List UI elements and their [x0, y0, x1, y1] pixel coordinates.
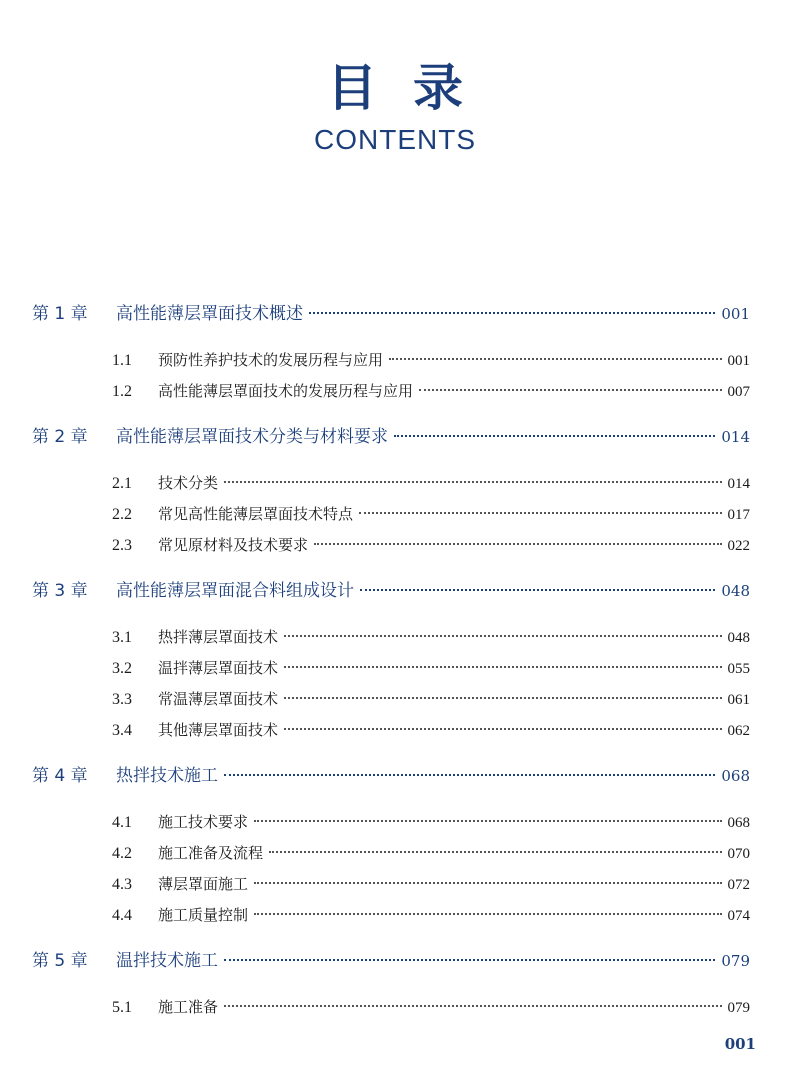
section-number: 3.4	[112, 722, 132, 739]
section-entry[interactable]	[112, 840, 750, 866]
dot-leader	[314, 543, 721, 545]
section-title: 施工质量控制	[158, 906, 249, 924]
section-title: 常温薄层罩面技术	[158, 690, 279, 708]
dot-leader	[389, 358, 721, 360]
chapter-page: 001	[721, 305, 750, 323]
chapter-number: 第 3 章	[32, 581, 88, 601]
chapter-number: 第 1 章	[32, 304, 88, 324]
section-entry[interactable]	[112, 809, 750, 835]
chapter-page: 014	[721, 428, 750, 446]
dot-leader	[309, 312, 715, 314]
toc-subtitle: CONTENTS	[314, 124, 476, 155]
section-number: 3.1	[112, 629, 132, 646]
section-number: 5.1	[112, 999, 132, 1016]
chapter-entry[interactable]	[32, 948, 750, 974]
dot-leader	[224, 959, 715, 961]
chapter-page: 079	[721, 952, 750, 970]
dot-leader	[284, 728, 721, 730]
section-title: 施工准备	[158, 998, 219, 1016]
dot-leader	[269, 851, 721, 853]
toc-title: 目录	[327, 58, 499, 117]
section-page: 061	[727, 692, 750, 708]
chapter-entry[interactable]	[32, 301, 750, 327]
dot-leader	[254, 820, 721, 822]
section-entry[interactable]	[112, 871, 750, 897]
chapter-entry[interactable]	[32, 763, 750, 789]
section-page: 022	[727, 538, 750, 554]
section-number: 3.3	[112, 691, 132, 708]
chapter-number: 第 2 章	[32, 427, 88, 447]
section-page: 070	[727, 846, 750, 862]
dot-leader	[360, 589, 715, 591]
dot-leader	[419, 389, 721, 391]
section-number: 4.1	[112, 814, 132, 831]
section-number: 3.2	[112, 660, 132, 677]
section-entry[interactable]	[112, 347, 750, 373]
section-title: 施工技术要求	[158, 813, 249, 831]
section-entry[interactable]	[112, 470, 750, 496]
chapter-title: 高性能薄层罩面技术概述	[116, 304, 303, 324]
section-page: 048	[727, 630, 750, 646]
section-page: 072	[727, 877, 750, 893]
section-page: 068	[727, 815, 750, 831]
section-page: 062	[727, 723, 750, 739]
section-entry[interactable]	[112, 686, 750, 712]
dot-leader	[284, 697, 721, 699]
section-number: 1.2	[112, 383, 132, 400]
chapter-number: 第 5 章	[32, 951, 88, 971]
dot-leader	[254, 882, 721, 884]
section-number: 2.1	[112, 475, 132, 492]
chapter-entry[interactable]	[32, 424, 750, 450]
section-entry[interactable]	[112, 902, 750, 928]
section-title: 热拌薄层罩面技术	[158, 628, 279, 646]
section-entry[interactable]	[112, 378, 750, 404]
dot-leader	[394, 435, 715, 437]
chapter-page: 048	[721, 582, 750, 600]
section-entry[interactable]	[112, 501, 750, 527]
chapter-title: 温拌技术施工	[116, 951, 218, 971]
dot-leader	[284, 666, 721, 668]
chapter-entry[interactable]	[32, 578, 750, 604]
section-title: 常见原材料及技术要求	[158, 536, 309, 554]
section-number: 1.1	[112, 352, 132, 369]
section-number: 4.2	[112, 845, 132, 862]
section-page: 014	[727, 476, 750, 492]
section-title: 技术分类	[158, 474, 219, 492]
section-title: 预防性养护技术的发展历程与应用	[158, 351, 384, 369]
dot-leader	[284, 635, 721, 637]
chapter-title: 高性能薄层罩面技术分类与材料要求	[116, 427, 388, 447]
section-page: 001	[727, 353, 750, 369]
section-page: 079	[727, 1000, 750, 1016]
section-entry[interactable]	[112, 994, 750, 1020]
dot-leader	[224, 481, 721, 483]
section-entry[interactable]	[112, 624, 750, 650]
section-page: 074	[727, 908, 750, 924]
section-title: 常见高性能薄层罩面技术特点	[158, 505, 354, 523]
section-title: 温拌薄层罩面技术	[158, 659, 279, 677]
section-title: 其他薄层罩面技术	[158, 721, 279, 739]
dot-leader	[359, 512, 721, 514]
section-page: 055	[727, 661, 750, 677]
chapter-title: 高性能薄层罩面混合料组成设计	[116, 581, 354, 601]
dot-leader	[254, 913, 721, 915]
chapter-page: 068	[721, 767, 750, 785]
section-entry[interactable]	[112, 655, 750, 681]
dot-leader	[224, 774, 715, 776]
section-number: 2.3	[112, 537, 132, 554]
section-number: 4.4	[112, 907, 132, 924]
section-page: 007	[727, 384, 750, 400]
section-title: 高性能薄层罩面技术的发展历程与应用	[158, 382, 414, 400]
dot-leader	[224, 1005, 721, 1007]
section-entry[interactable]	[112, 717, 750, 743]
chapter-title: 热拌技术施工	[116, 766, 218, 786]
page-number: 001	[724, 1035, 756, 1053]
chapter-number: 第 4 章	[32, 766, 88, 786]
section-number: 4.3	[112, 876, 132, 893]
section-number: 2.2	[112, 506, 132, 523]
section-entry[interactable]	[112, 532, 750, 558]
section-title: 施工准备及流程	[158, 844, 264, 862]
section-title: 薄层罩面施工	[158, 875, 249, 893]
section-page: 017	[727, 507, 750, 523]
